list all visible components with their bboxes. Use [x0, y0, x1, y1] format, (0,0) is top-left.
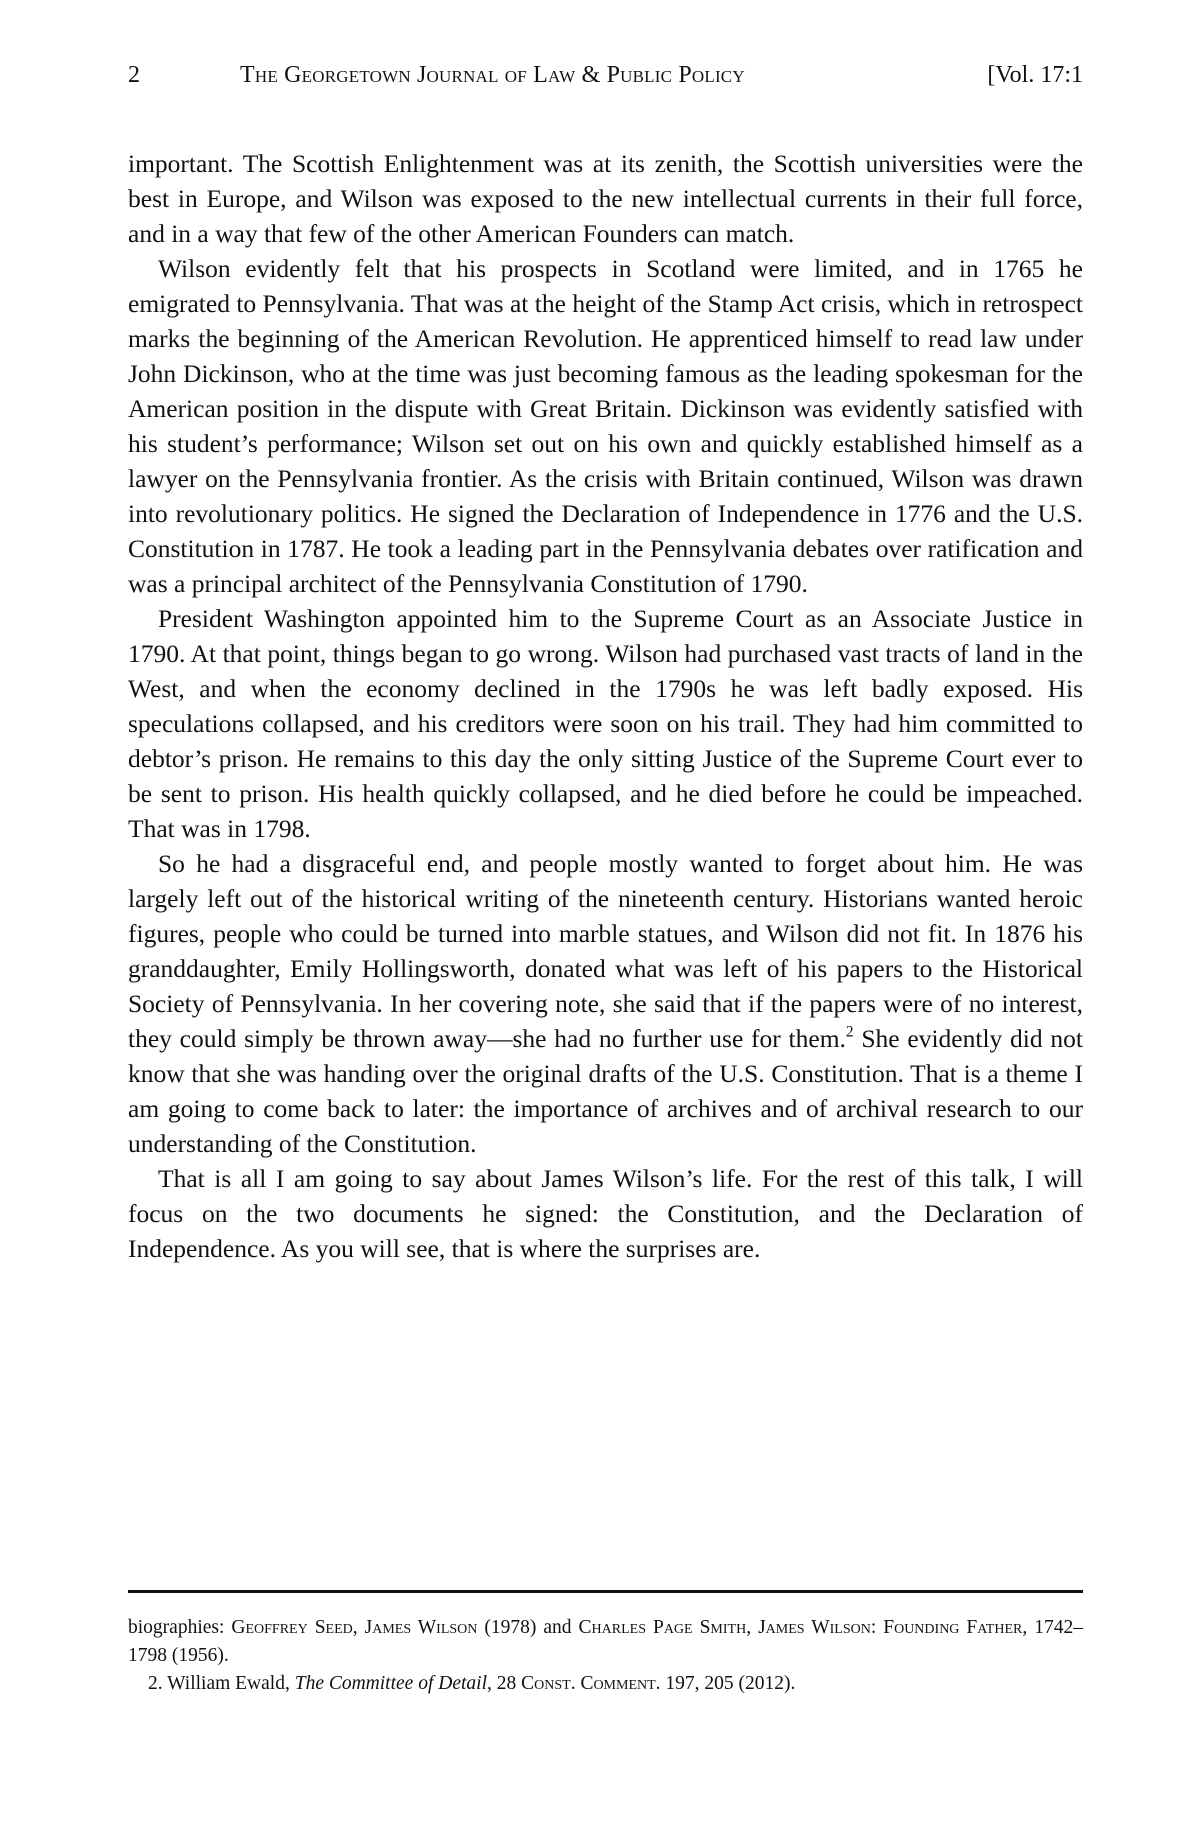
paragraph-legacy-text-continued: She evidently did not know that she was handing over the original drafts of the U.S. Constitution. That is a theme I am going to come back to later: the importance of archives and of archival research to our understanding of the Constitution. — [128, 1024, 1083, 1158]
paragraph-continued: important. The Scottish Enlightenment was at its zenith, the Scottish universities were the best in Europe, and Wilson was exposed to the new intellectual currents in their full force, and in a way that few of the other American Founders can match. — [128, 149, 1083, 248]
footnote-continued — [128, 1614, 1083, 1670]
footnote-separator — [128, 1590, 1083, 1593]
footnote-text: , 28 — [487, 1673, 522, 1694]
footnote-text: , 1742–1798 (1956). — [128, 1617, 1083, 1666]
footnote-2 — [128, 1670, 1083, 1698]
footnotes — [128, 1614, 1083, 1698]
footnote-text: biographies: — [128, 1617, 232, 1638]
footnote-text: William Ewald, — [162, 1673, 295, 1694]
footnote-text: (1978) and — [477, 1617, 579, 1638]
paragraph-conclusion: That is all I am going to say about James Wilson’s life. For the rest of this talk, I will focus on the two documents he signed: the Constitution, and the Declaration of Independence. As you will see, that is where the surprises are. — [128, 1164, 1083, 1263]
paragraph-legacy — [128, 846, 1083, 1161]
footnote-reference-2[interactable]: 2 — [845, 1023, 854, 1041]
running-header — [128, 58, 1083, 92]
journal-citation: Const. Comment. — [521, 1673, 661, 1694]
article-body — [128, 146, 1083, 1266]
book-citation: Geoffrey Seed, James Wilson — [231, 1617, 478, 1638]
paragraph-legacy-text: So he had a disgraceful end, and people mostly wanted to forget about him. He was largely left out of the historical writing of the nineteenth century. Historians wanted heroic figures, people who could be turned into marble statues, and Wilson did not fit. In 1876 his granddaughter, Emily Hollingsworth, donated what was left of his papers to the Historical Society of Pennsylvania. In her covering note, she said that if the papers were of no interest, they could simply be thrown away—she had no further use for them. — [128, 849, 1083, 1053]
paragraph-supreme-court: President Washington appointed him to the Supreme Court as an Associate Justice in 1790. At that point, things began to go wrong. Wilson had purchased vast tracts of land in the West, and when the economy declined in the 1790s he was left badly exposed. His speculations collapsed, and his creditors were soon on his trail. They had him committed to debtor’s prison. He remains to this day the only sitting Justice of the Supreme Court ever to be sent to prison. His health quickly collapsed, and he died before he could be impeached. That was in 1798. — [128, 604, 1083, 843]
paragraph-emigration: Wilson evidently felt that his prospects in Scotland were limited, and in 1765 he emigrated to Pennsylvania. That was at the height of the Stamp Act crisis, which in retrospect marks the beginning of the American Revolution. He apprenticed himself to read law under John Dickinson, who at the time was just becoming famous as the leading spokesman for the American position in the dispute with Great Britain. Dickinson was evidently satisfied with his student’s performance; Wilson set out on his own and quickly established himself as a lawyer on the Pennsylvania frontier. As the crisis with Britain continued, Wilson was drawn into revolutionary politics. He signed the Declaration of Independence in 1776 and the U.S. Constitution in 1787. He took a leading part in the Pennsylvania debates over ratification and was a principal architect of the Pennsylvania Constitution of 1790. — [128, 254, 1083, 598]
journal-title: The Georgetown Journal of Law & Public Policy — [240, 62, 745, 88]
footnote-number: 2. — [148, 1673, 163, 1694]
page-number: 2 — [128, 62, 140, 88]
footnote-text: 197, 205 (2012). — [660, 1673, 796, 1694]
volume-reference: [Vol. 17:1 — [987, 62, 1083, 88]
book-citation: Charles Page Smith, James Wilson: Founding Father — [578, 1617, 1023, 1638]
article-title: The Committee of Detail — [294, 1673, 487, 1694]
